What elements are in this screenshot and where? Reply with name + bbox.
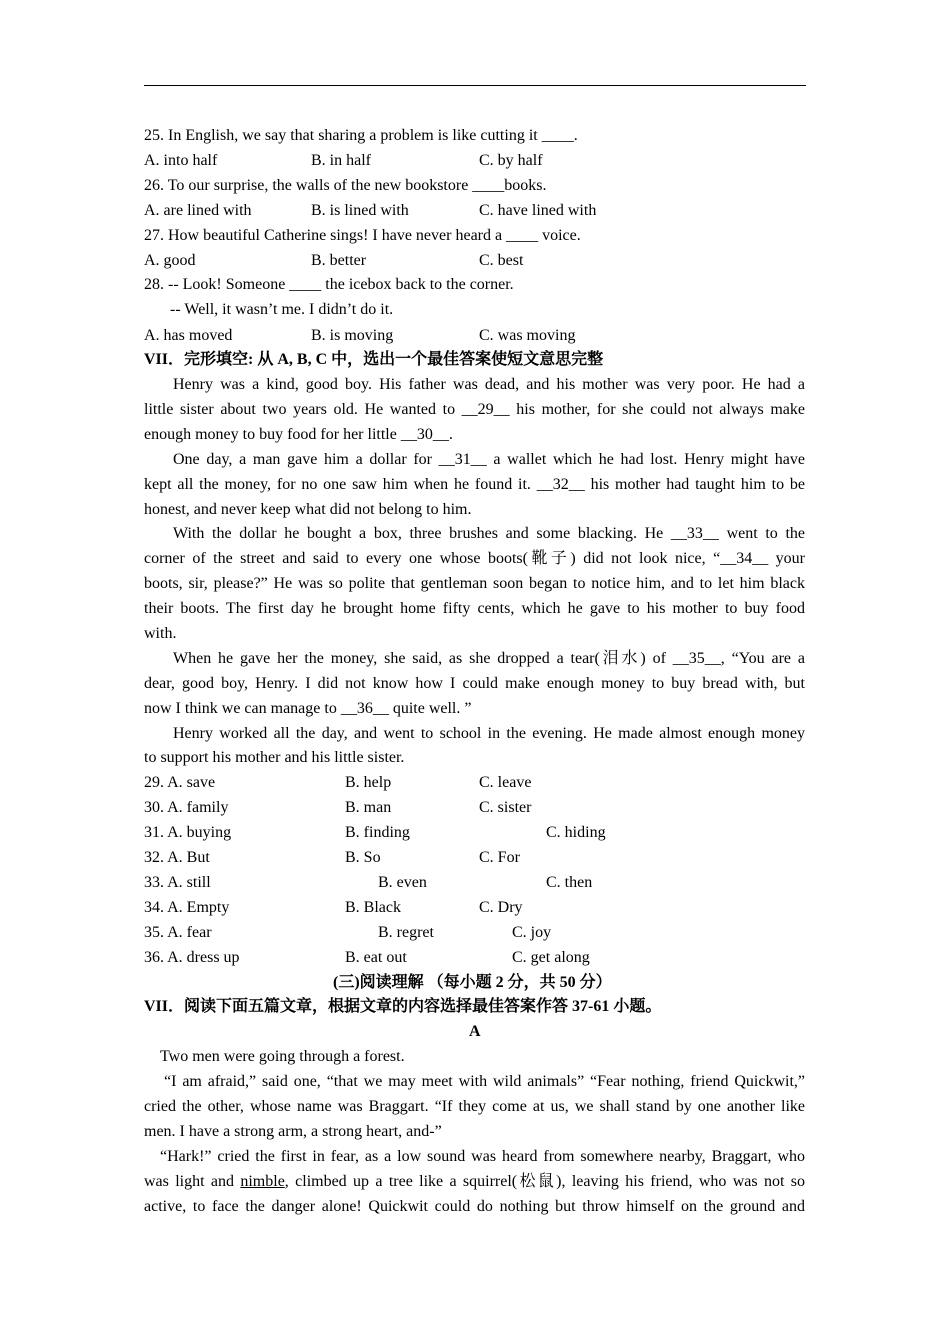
option-b: B. So [345, 849, 381, 866]
cloze-line: Henry worked all the day, and went to school in the evening. He made almost enough money [173, 725, 805, 742]
passage-line: “I am afraid,” said one, “that we may meet with wild animals” “Fear nothing, friend Quickwit,” [164, 1073, 805, 1090]
option-b: B. even [378, 874, 427, 891]
option-b: B. eat out [345, 949, 407, 966]
section-heading-reading: VII．阅读下面五篇文章，根据文章的内容选择最佳答案作答 37-61 小题。 [144, 998, 662, 1015]
passage-line: men. I have a strong arm, a strong heart, and-” [144, 1123, 442, 1140]
cloze-line: honest, and never keep what did not belong to him. [144, 501, 472, 518]
option-a: 34. A. Empty [144, 899, 230, 916]
option-a: 30. A. family [144, 799, 229, 816]
cloze-line: enough money to buy food for her little __30__. [144, 426, 453, 443]
part-heading-reading: (三)阅读理解 （每小题 2 分，共 50 分） [333, 974, 612, 991]
option-b: B. in half [311, 152, 371, 169]
option-a: A. into half [144, 152, 218, 169]
passage-label: A [469, 1023, 481, 1040]
cloze-line: to support his mother and his little sister. [144, 749, 405, 766]
option-b: B. regret [378, 924, 434, 941]
question-27: 27. How beautiful Catherine sings! I have never heard a ____ voice. [144, 227, 581, 244]
option-c: C. leave [479, 774, 532, 791]
question-25: 25. In English, we say that sharing a problem is like cutting it ____. [144, 127, 578, 144]
cloze-line: Henry was a kind, good boy. His father was dead, and his mother was very poor. He had a [173, 376, 805, 393]
option-c: C. hiding [546, 824, 606, 841]
passage-line: cried the other, whose name was Braggart. “If they come at us, we shall stand by one another like [144, 1098, 805, 1115]
passage-line [144, 1172, 805, 1192]
cloze-line: with. [144, 625, 177, 642]
section-heading-cloze: VII．完形填空: 从 A, B, C 中，选出一个最佳答案使短文意思完整 [144, 351, 604, 368]
option-b: B. finding [345, 824, 410, 841]
option-b: B. better [311, 252, 367, 269]
option-a: A. has moved [144, 327, 233, 344]
option-b: B. is lined with [311, 202, 409, 219]
passage-line: active, to face the danger alone! Quickwit could do nothing but throw himself on the ground and [144, 1198, 805, 1215]
option-c: C. then [546, 874, 593, 891]
option-a: 29. A. save [144, 774, 216, 791]
option-b: B. help [345, 774, 392, 791]
underlined-word: nimble [240, 1173, 285, 1190]
option-c: C. sister [479, 799, 532, 816]
cloze-line: When he gave her the money, she said, as she dropped a tear(泪水) of __35__, “You are a [173, 650, 805, 667]
option-a: A. are lined with [144, 202, 252, 219]
cloze-line: corner of the street and said to every one whose boots(靴子) did not look nice, “__34__ your [144, 550, 805, 567]
passage-line: Two men were going through a forest. [160, 1048, 405, 1065]
cloze-line: kept all the money, for no one saw him when he found it. __32__ his mother had taught him to be [144, 476, 805, 493]
cloze-line: With the dollar he bought a box, three brushes and some blacking. He __33__ went to the [173, 525, 805, 542]
passage-text: , climbed up a tree like a squirrel(松鼠), leaving his friend, who was not so [284, 1173, 805, 1190]
option-c: C. have lined with [479, 202, 597, 219]
option-a: 31. A. buying [144, 824, 232, 841]
question-28-reply: -- Well, it wasn’t me. I didn’t do it. [170, 301, 394, 318]
question-28: 28. -- Look! Someone ____ the icebox back to the corner. [144, 276, 514, 293]
option-c: C. For [479, 849, 520, 866]
option-b: B. is moving [311, 327, 394, 344]
cloze-line: dear, good boy, Henry. I did not know how I could make enough money to buy bread with, but [144, 675, 805, 692]
cloze-line: their boots. The first day he brought home fifty cents, which he gave to his mother to buy food [144, 600, 805, 617]
option-c: C. Dry [479, 899, 523, 916]
option-b: B. man [345, 799, 392, 816]
option-a: 32. A. But [144, 849, 210, 866]
option-c: C. get along [512, 949, 590, 966]
cloze-line: One day, a man gave him a dollar for __31__ a wallet which he had lost. Henry might have [173, 451, 805, 468]
option-b: B. Black [345, 899, 401, 916]
passage-text: was light and [144, 1173, 241, 1190]
option-a: 36. A. dress up [144, 949, 240, 966]
question-26: 26. To our surprise, the walls of the new bookstore ____books. [144, 177, 547, 194]
cloze-line: little sister about two years old. He wanted to __29__ his mother, for she could not always make [144, 401, 805, 418]
option-a: 35. A. fear [144, 924, 212, 941]
option-c: C. joy [512, 924, 552, 941]
option-c: C. was moving [479, 327, 576, 344]
header-rule [144, 85, 806, 86]
option-c: C. best [479, 252, 524, 269]
option-a: A. good [144, 252, 196, 269]
cloze-line: now I think we can manage to __36__ quite well. ” [144, 700, 472, 717]
option-c: C. by half [479, 152, 543, 169]
option-a: 33. A. still [144, 874, 211, 891]
passage-line: “Hark!” cried the first in fear, as a low sound was heard from somewhere nearby, Braggart, who [160, 1148, 805, 1165]
cloze-line: boots, sir, please?” He was so polite that gentleman soon began to notice him, and to let him black [144, 575, 805, 592]
